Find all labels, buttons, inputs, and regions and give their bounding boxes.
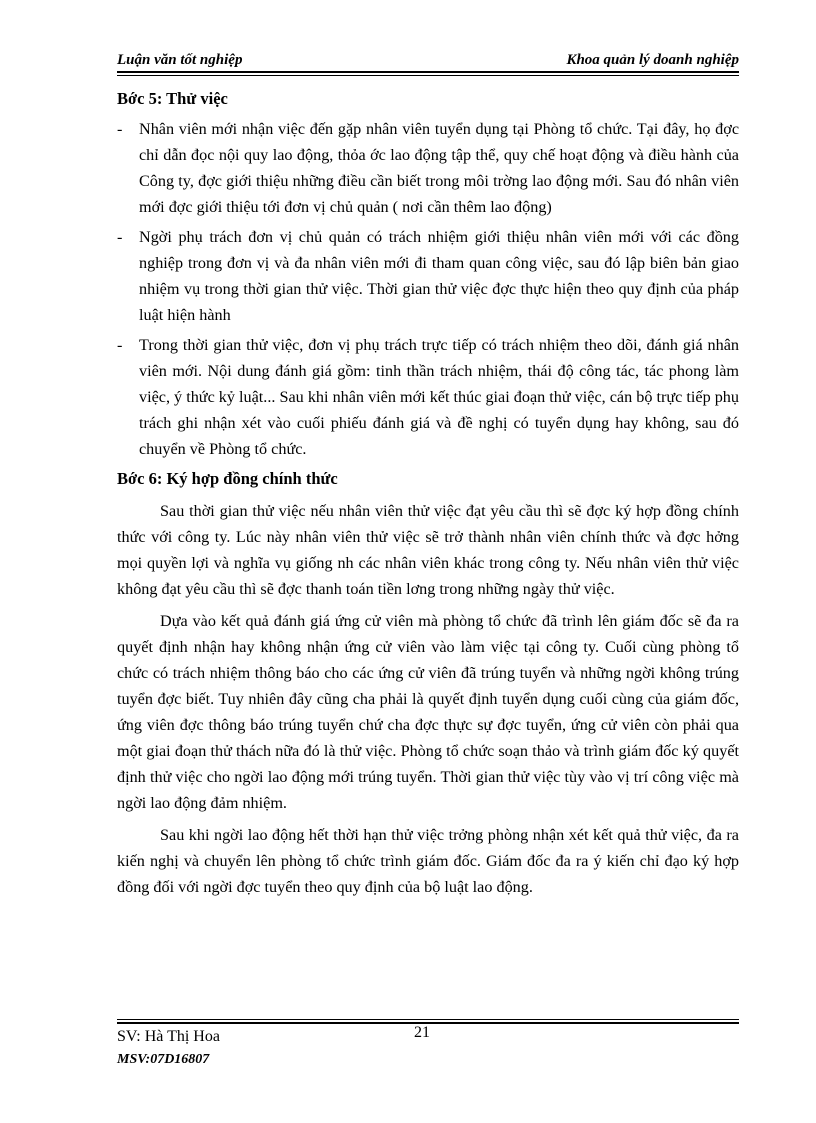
body-paragraph: Dựa vào kết quả đánh giá ứng cử viên mà phòng tổ chức đã trình lên giám đốc sẽ đa ra quyết định nhận hay không nhận ứng cử viên vào làm việc tại công ty. Cuối cùng phòng tổ chức có trách nhiệm thông báo cho các ứng cử viên đã trúng tuyển và những ngời không trúng tuyển đợc biết. Tuy nhiên đây cũng cha phải là quyết định tuyển dụng cuối cùng của giám đốc, ứng viên đợc thông báo trúng tuyển chứ cha đợc thực sự đợc tuyển, ứng cử viên còn phải qua một giai đoạn thử thách nữa đó là thử việc. Phòng tổ chức soạn thảo và trình giám đốc ký quyết định thử việc cho ngời lao động mới trúng tuyển. Thời gian thử việc tùy vào vị trí công việc mà ngời lao động đảm nhiệm. [117,612,739,812]
step5-bullet-list [117,116,739,462]
list-item: - Trong thời gian thử việc, đơn vị phụ trách trực tiếp có trách nhiệm theo dõi, đánh giá nhân viên mới. Nội dung đánh giá gồm: tinh thần trách nhiệm, thái độ công tác, tác phong làm việc, ý thức kỷ luật... Sau khi nhân viên mới kết thúc giai đoạn thử việc, cán bộ trực tiếp phụ trách ghi nhận xét vào cuối phiếu đánh giá và đề nghị có tuyển dụng hay không, sau đó chuyển về Phòng tổ chức. [117,336,739,458]
body-paragraph: Sau thời gian thử việc nếu nhân viên thử việc đạt yêu cầu thì sẽ đợc ký hợp đồng chính thức với công ty. Lúc này nhân viên thử việc sẽ trở thành nhân viên chính thức và đợc hởng mọi quyền lợi và nghĩa vụ giống nh các nhân viên khác trong công ty. Nếu nhân viên thử việc không đạt yêu cầu thì sẽ đợc thanh toán tiền lơng trong những ngày thử việc. [117,502,739,598]
student-id: MSV:07D16807 [117,1052,210,1067]
bullet-text: Ngời phụ trách đơn vị chủ quản có trách nhiệm giới thiệu nhân viên mới với các đồng nghiệp trong đơn vị và đa nhân viên mới đi tham quan công việc, sau đó lập biên bản giao nhiệm vụ trong thời gian thử việc. Thời gian thử việc đợc thực hiện theo quy định của pháp luật hiện hành [139,228,739,324]
step6-heading: Bớc 6: Ký hợp đồng chính thức [117,469,338,488]
list-item: - Ngời phụ trách đơn vị chủ quản có trách nhiệm giới thiệu nhân viên mới với các đồng nghiệp trong đơn vị và đa nhân viên mới đi tham quan công việc, sau đó lập biên bản giao nhiệm vụ trong thời gian thử việc. Thời gian thử việc đợc thực hiện theo quy định của pháp luật hiện hành [117,228,739,324]
bullet-text: Trong thời gian thử việc, đơn vị phụ trách trực tiếp có trách nhiệm theo dõi, đánh giá nhân viên mới. Nội dung đánh giá gồm: tinh thần trách nhiệm, thái độ công tác, tác phong làm việc, ý thức kỷ luật... Sau khi nhân viên mới kết thúc giai đoạn thử việc, cán bộ trực tiếp phụ trách ghi nhận xét vào cuối phiếu đánh giá và đề nghị có tuyển dụng hay không, sau đó chuyển về Phòng tổ chức. [139,336,739,458]
page-header [117,52,739,72]
header-faculty: Khoa quản lý doanh nghiệp [566,52,739,68]
header-thesis-title: Luận văn tốt nghiệp [117,52,243,68]
page-body [117,86,739,900]
step5-heading: Bớc 5: Thử việc [117,89,228,108]
student-name: SV: Hà Thị Hoa [117,1028,220,1045]
body-paragraph: Sau khi ngời lao động hết thời hạn thử việc trởng phòng nhận xét kết quả thử việc, đa ra kiến nghị và chuyển lên phòng tổ chức trình giám đốc. Giám đốc đa ra ý kiến chỉ đạo ký hợp đồng đối với ngời đợc tuyển theo quy định của bộ luật lao động. [117,826,739,896]
footer-rule-thin [117,1019,739,1020]
list-item: - Nhân viên mới nhận việc đến gặp nhân viên tuyển dụng tại Phòng tổ chức. Tại đây, họ đợc chỉ dẫn đọc nội quy lao động, thỏa ớc lao động tập thể, quy chế hoạt động và điều hành của Công ty, đợc giới thiệu những điều cần biết trong môi trờng lao động mới. Sau đó nhân viên mới đợc giới thiệu tới đơn vị chủ quản ( nơi cần thêm lao động) [117,120,739,216]
header-rule-thin [117,75,739,76]
header-rule-thick [117,71,739,73]
page-number: 21 [414,1024,430,1041]
bullet-text: Nhân viên mới nhận việc đến gặp nhân viên tuyển dụng tại Phòng tổ chức. Tại đây, họ đợc chỉ dẫn đọc nội quy lao động, thỏa ớc lao động tập thể, quy chế hoạt động và điều hành của Công ty, đợc giới thiệu những điều cần biết trong môi trờng lao động mới. Sau đó nhân viên mới đợc giới thiệu tới đơn vị chủ quản ( nơi cần thêm lao động) [139,120,739,216]
